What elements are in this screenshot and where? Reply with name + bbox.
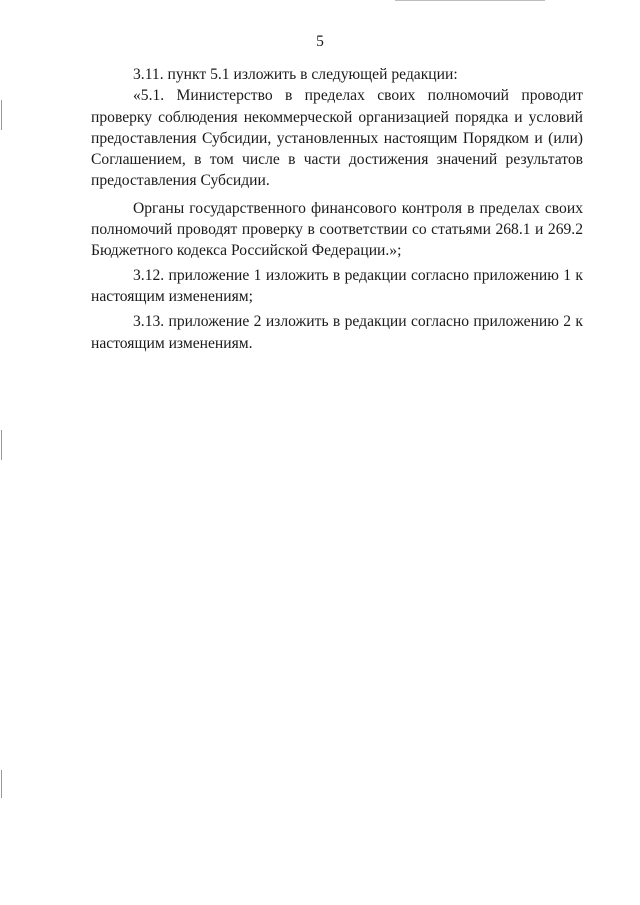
scan-top-rule: [395, 0, 545, 1]
paragraph-3-11: 3.11. пункт 5.1 изложить в следующей редакции:: [133, 66, 458, 83]
scan-edge-mark: [1, 770, 2, 798]
paragraph-3-13: 3.13. приложение 2 изложить в редакции согласно приложению 2 к настоящим изменениям.: [91, 313, 583, 352]
page-number: 5: [316, 33, 324, 50]
scan-edge-mark: [1, 430, 2, 460]
document-body: [91, 64, 583, 354]
paragraph-control-bodies: Органы государственного финансового контроля в пределах своих полномочий проводят проверку в соответствии со статьями 268.1 и 269.2 Бюджетного кодекса Российской Федерации.»;: [91, 199, 583, 260]
paragraph-5-1: «5.1. Министерство в пределах своих полномочий проводит проверку соблюдения некоммерческой организацией порядка и условий предоставления Субсидии, установленных настоящим Порядком и (или) Соглашением, в том числе в части достижения значений результатов предоставления Субсидии.: [91, 87, 583, 190]
paragraph-3-12: 3.12. приложение 1 изложить в редакции согласно приложению 1 к настоящим изменениям;: [91, 266, 583, 305]
scan-edge-mark: [1, 100, 2, 130]
